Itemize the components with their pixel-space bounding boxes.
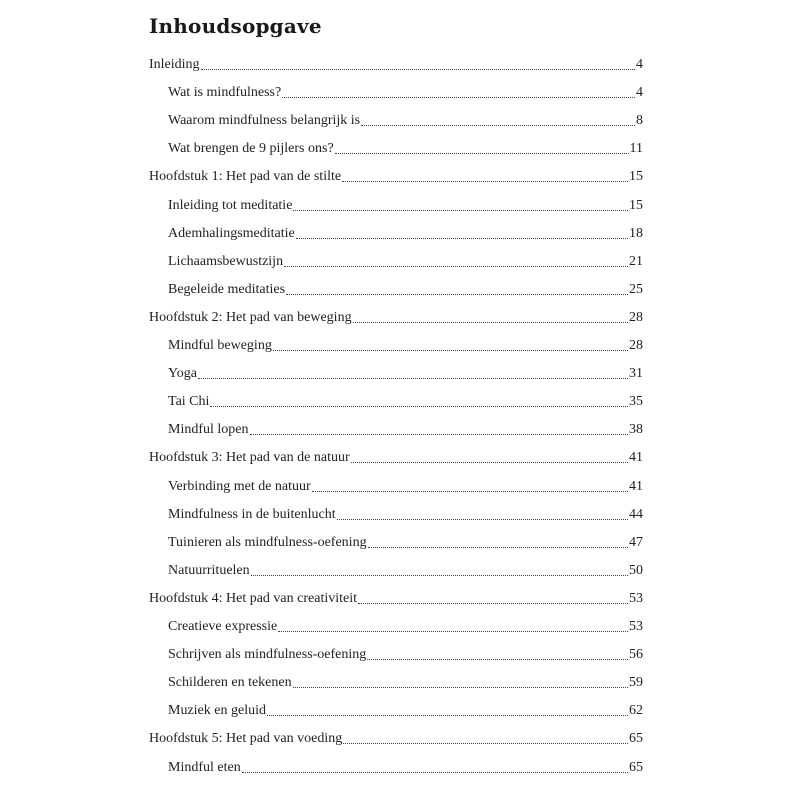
dot-leader [278,631,628,632]
dot-leader [284,266,628,267]
dot-leader [342,181,628,182]
toc-section-entry[interactable] [168,223,643,241]
toc-entry-label: Muziek en geluid [168,703,266,718]
toc-chapter-entry[interactable] [149,728,643,746]
toc-section-entry[interactable] [168,700,643,718]
toc-page-number: 44 [629,507,643,522]
dot-leader [210,406,628,407]
toc-section-entry[interactable] [168,82,643,100]
toc-entry-label: Creatieve expressie [168,619,278,634]
toc-page-number: 4 [636,85,643,100]
dot-leader [367,659,628,660]
toc-page-number: 41 [629,479,643,494]
toc-entry-label: Begeleide meditaties [168,282,286,297]
toc-chapter-entry[interactable] [149,307,643,325]
toc-section-entry[interactable] [168,138,643,156]
toc-section-entry[interactable] [168,195,643,213]
dot-leader [335,153,629,154]
dot-leader [198,378,628,379]
toc-page-number: 11 [629,141,643,156]
toc-section-entry[interactable] [168,279,643,297]
toc-page-number: 15 [629,169,643,184]
toc-entry-label: Verbinding met de natuur [168,479,311,494]
toc-page-number: 53 [629,619,643,634]
toc-section-entry[interactable] [168,644,643,662]
toc-page-number: 38 [629,422,643,437]
toc-entry-label: Waarom mindfulness belangrijk is [168,113,361,128]
toc-section-entry[interactable] [168,757,643,775]
dot-leader [293,687,628,688]
toc-entry-label: Wat brengen de 9 pijlers ons? [168,141,334,156]
toc-entry-label: Tai Chi [168,394,210,409]
dot-leader [293,210,628,211]
toc-page-number: 4 [636,57,643,72]
dot-leader [361,125,635,126]
toc-section-entry[interactable] [168,476,643,494]
toc-page-number: 53 [629,591,643,606]
toc-entry-label: Mindful eten [168,760,241,775]
toc-chapter-entry[interactable] [149,588,643,606]
toc-section-entry[interactable] [168,363,643,381]
toc-entry-label: Hoofdstuk 2: Het pad van beweging [149,310,352,325]
toc-section-entry[interactable] [168,560,643,578]
toc-entry-label: Mindfulness in de buitenlucht [168,507,336,522]
dot-leader [312,491,628,492]
toc-entry-label: Yoga [168,366,197,381]
dot-leader [282,97,635,98]
dot-leader [267,715,628,716]
toc-entry-label: Hoofdstuk 3: Het pad van de natuur [149,450,350,465]
toc-page-number: 28 [629,338,643,353]
toc-page-number: 65 [629,760,643,775]
toc-entry-label: Lichaamsbewustzijn [168,254,284,269]
toc-entry-label: Hoofdstuk 5: Het pad van voeding [149,731,343,746]
toc-entry-label: Schrijven als mindfulness-oefening [168,647,367,662]
toc-section-entry[interactable] [168,391,643,409]
dot-leader [201,69,635,70]
toc-entry-label: Natuurrituelen [168,563,250,578]
toc-section-entry[interactable] [168,110,643,128]
toc-section-entry[interactable] [168,532,643,550]
toc-page-number: 31 [629,366,643,381]
toc-entry-label: Hoofdstuk 1: Het pad van de stilte [149,169,342,184]
toc-section-entry[interactable] [168,335,643,353]
toc-chapter-entry[interactable] [149,54,643,72]
toc-page-number: 21 [629,254,643,269]
toc-entry-label: Mindful lopen [168,422,249,437]
toc-page-number: 8 [636,113,643,128]
dot-leader [273,350,628,351]
toc-page-number: 56 [629,647,643,662]
dot-leader [353,322,628,323]
dot-leader [351,462,628,463]
dot-leader [296,238,628,239]
dot-leader [337,519,628,520]
dot-leader [368,547,628,548]
toc-section-entry[interactable] [168,419,643,437]
toc-entry-label: Tuinieren als mindfulness-oefening [168,535,367,550]
toc-entry-label: Schilderen en tekenen [168,675,292,690]
toc-page-number: 25 [629,282,643,297]
dot-leader [250,434,629,435]
toc-entry-label: Inleiding [149,57,200,72]
toc-entry-label: Inleiding tot meditatie [168,198,293,213]
toc-page-number: 59 [629,675,643,690]
toc-entry-label: Hoofdstuk 4: Het pad van creativiteit [149,591,357,606]
toc-section-entry[interactable] [168,251,643,269]
toc-entry-label: Ademhalingsmeditatie [168,226,295,241]
dot-leader [358,603,628,604]
toc-section-entry[interactable] [168,616,643,634]
toc-entry-label: Wat is mindfulness? [168,85,282,100]
toc-page-number: 47 [629,535,643,550]
toc-chapter-entry[interactable] [149,166,643,184]
toc-section-entry[interactable] [168,504,643,522]
toc-page-number: 18 [629,226,643,241]
toc-page-number: 50 [629,563,643,578]
toc-page-number: 35 [629,394,643,409]
toc-page-number: 65 [629,731,643,746]
page-title: Inhoudsopgave [149,14,322,38]
toc-page-number: 62 [629,703,643,718]
toc-entry-label: Mindful beweging [168,338,272,353]
dot-leader [343,743,628,744]
toc-page-number: 41 [629,450,643,465]
dot-leader [242,772,628,773]
toc-page-number: 28 [629,310,643,325]
toc-page-number: 15 [629,198,643,213]
dot-leader [251,575,628,576]
toc-chapter-entry[interactable] [149,447,643,465]
dot-leader [286,294,628,295]
toc-section-entry[interactable] [168,672,643,690]
